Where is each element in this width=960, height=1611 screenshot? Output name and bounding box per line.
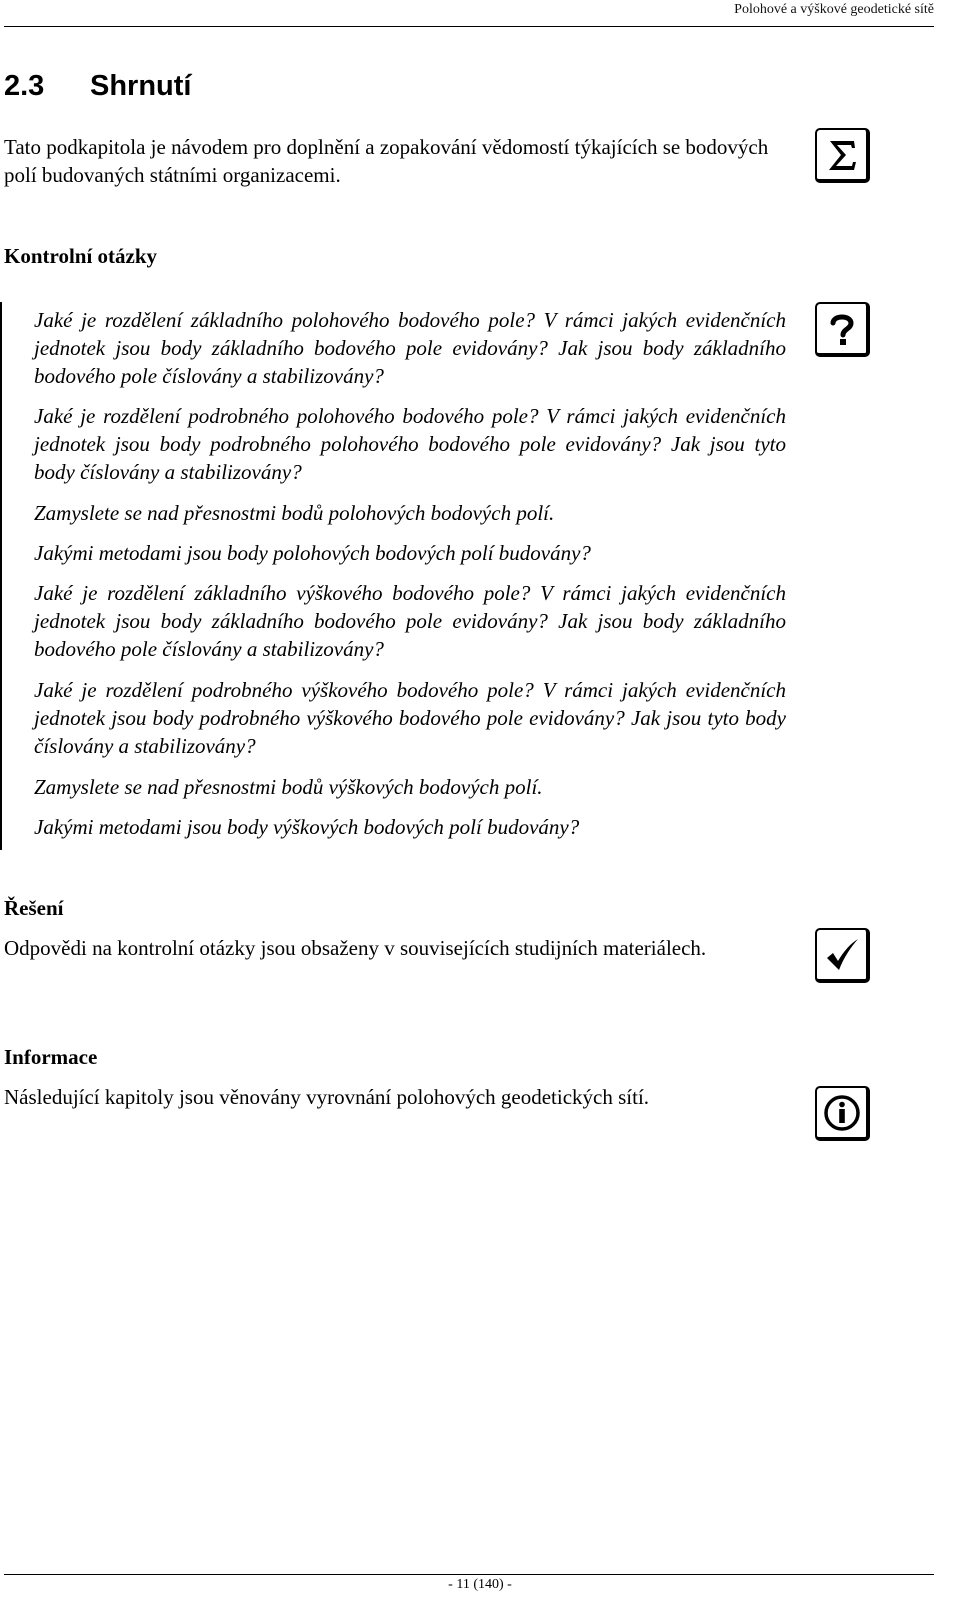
- section-number: 2.3: [4, 70, 45, 102]
- sigma-icon: [815, 128, 870, 183]
- question-item: Jaké je rozdělení základního polohového bodového pole? V rámci jakých evidenčních jednotek jsou body základního bodového pole evidovány? Jak jsou body základního bodového pole číslovány a stabilizovány?: [34, 308, 786, 388]
- question-item: Zamyslete se nad přesnostmi bodů polohových bodových polí.: [34, 501, 555, 525]
- questions-block: [0, 302, 812, 850]
- info-icon: [815, 1086, 870, 1141]
- solution-heading: Řešení: [4, 896, 64, 920]
- question-item: Zamyslete se nad přesnostmi bodů výškových bodových polí.: [34, 775, 543, 799]
- question-item: Jaké je rozdělení základního výškového bodového pole? V rámci jakých evidenčních jednotek jsou body základního bodového pole evidovány? Jak jsou body základního bodového pole číslovány a stabilizovány?: [34, 581, 786, 661]
- questions-heading: Kontrolní otázky: [4, 244, 158, 268]
- question-item: Jakými metodami jsou body výškových bodových polí budovány?: [34, 815, 580, 839]
- question-item: Jakými metodami jsou body polohových bodových polí budovány?: [34, 541, 591, 565]
- header-rule: [4, 26, 934, 27]
- section-heading: [4, 70, 192, 103]
- information-heading: Informace: [4, 1045, 98, 1069]
- footer-rule: [4, 1574, 934, 1575]
- information-text: Následující kapitoly jsou věnovány vyrovnání polohových geodetických sítí.: [4, 1085, 650, 1109]
- checkmark-icon: [815, 928, 870, 983]
- section-title: Shrnutí: [90, 70, 192, 102]
- summary-text: Tato podkapitola je návodem pro doplnění a zopakování vědomostí týkajících se bodových polí budovaných státními organizacemi.: [4, 135, 769, 187]
- question-icon: [815, 302, 870, 357]
- solution-text: Odpovědi na kontrolní otázky jsou obsaženy v souvisejících studijních materiálech.: [4, 936, 707, 960]
- question-item: Jaké je rozdělení podrobného výškového bodového pole? V rámci jakých evidenčních jednotek jsou body podrobného výškového bodového pole evidovány? Jak jsou tyto body číslovány a stabilizovány?: [34, 678, 786, 758]
- running-header: Polohové a výškové geodetické sítě: [734, 2, 934, 17]
- question-item: Jaké je rozdělení podrobného polohového bodového pole? V rámci jakých evidenčních jednotek jsou body podrobného polohového bodového pole evidovány? Jak jsou tyto body číslovány a stabilizovány?: [34, 404, 786, 484]
- page-number: - 11 (140) -: [448, 1577, 512, 1592]
